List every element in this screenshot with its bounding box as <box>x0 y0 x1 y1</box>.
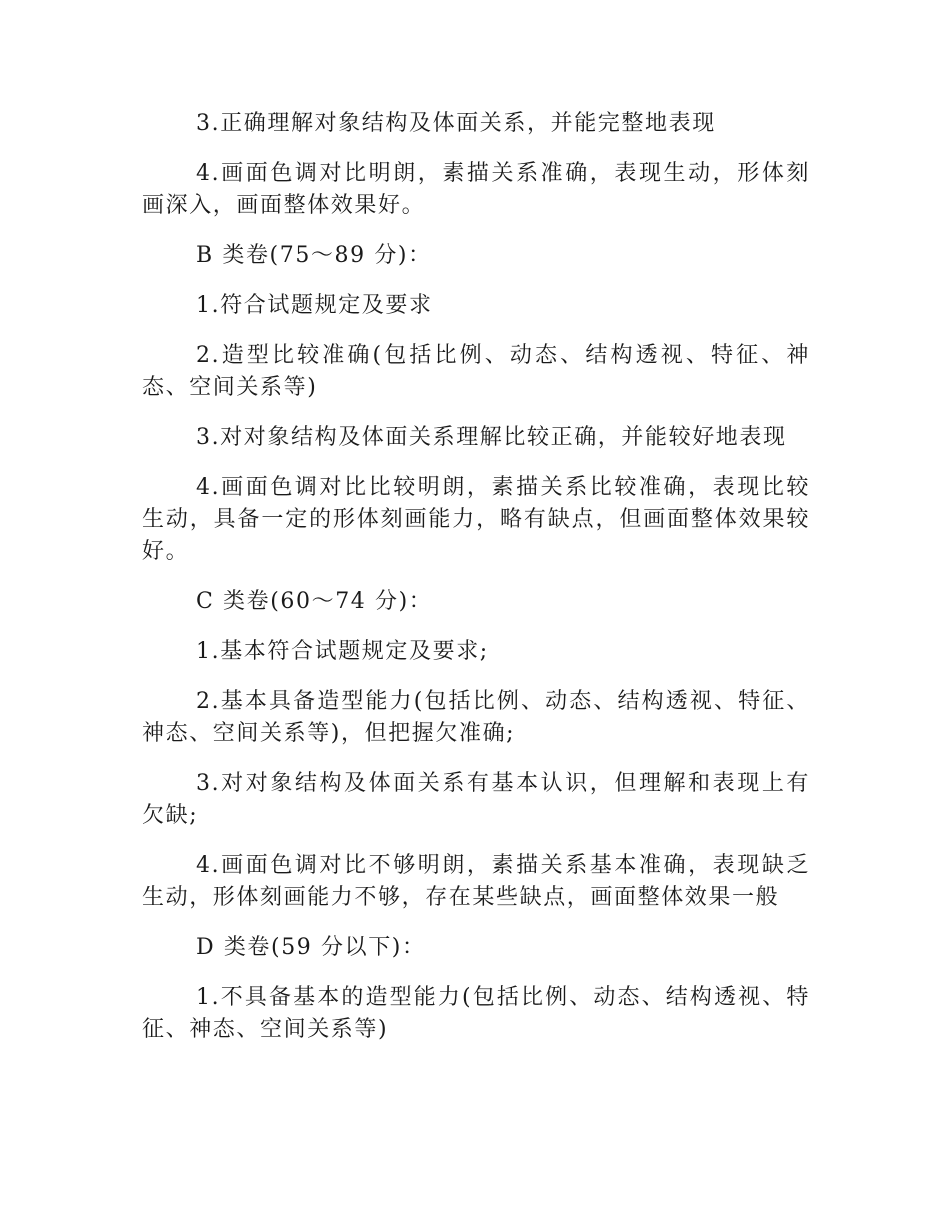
paragraph: 4.画面色调对比不够明朗，素描关系基本准确，表现缺乏生动，形体刻画能力不够，存在某些缺点，画面整体效果一般 <box>142 853 810 910</box>
paragraph: 2.基本具备造型能力(包括比例、动态、结构透视、特征、神态、空间关系等)，但把握欠准确; <box>142 689 810 746</box>
paragraph: 4.画面色调对比比较明朗，素描关系比较准确，表现比较生动，具备一定的形体刻画能力，略有缺点，但画面整体效果较好。 <box>142 475 810 564</box>
paragraph: 2.造型比较准确(包括比例、动态、结构透视、特征、神态、空间关系等) <box>142 343 810 400</box>
section-heading-d: D 类卷(59 分以下)： <box>196 935 426 960</box>
paragraph: 1.基本符合试题规定及要求; <box>196 639 489 664</box>
section-heading-b: B 类卷(75～89 分)： <box>196 243 432 268</box>
paragraph: 1.符合试题规定及要求 <box>196 293 433 318</box>
paragraph: 4.画面色调对比明朗，素描关系准确，表现生动，形体刻画深入，画面整体效果好。 <box>142 161 810 218</box>
section-heading-c: C 类卷(60～74 分)： <box>196 589 433 614</box>
paragraph: 1.不具备基本的造型能力(包括比例、动态、结构透视、特征、神态、空间关系等) <box>142 985 810 1042</box>
paragraph: 3.对对象结构及体面关系有基本认识，但理解和表现上有欠缺; <box>142 771 810 828</box>
paragraph: 3.对对象结构及体面关系理解比较正确，并能较好地表现 <box>196 425 787 450</box>
paragraph: 3.正确理解对象结构及体面关系，并能完整地表现 <box>196 111 716 136</box>
